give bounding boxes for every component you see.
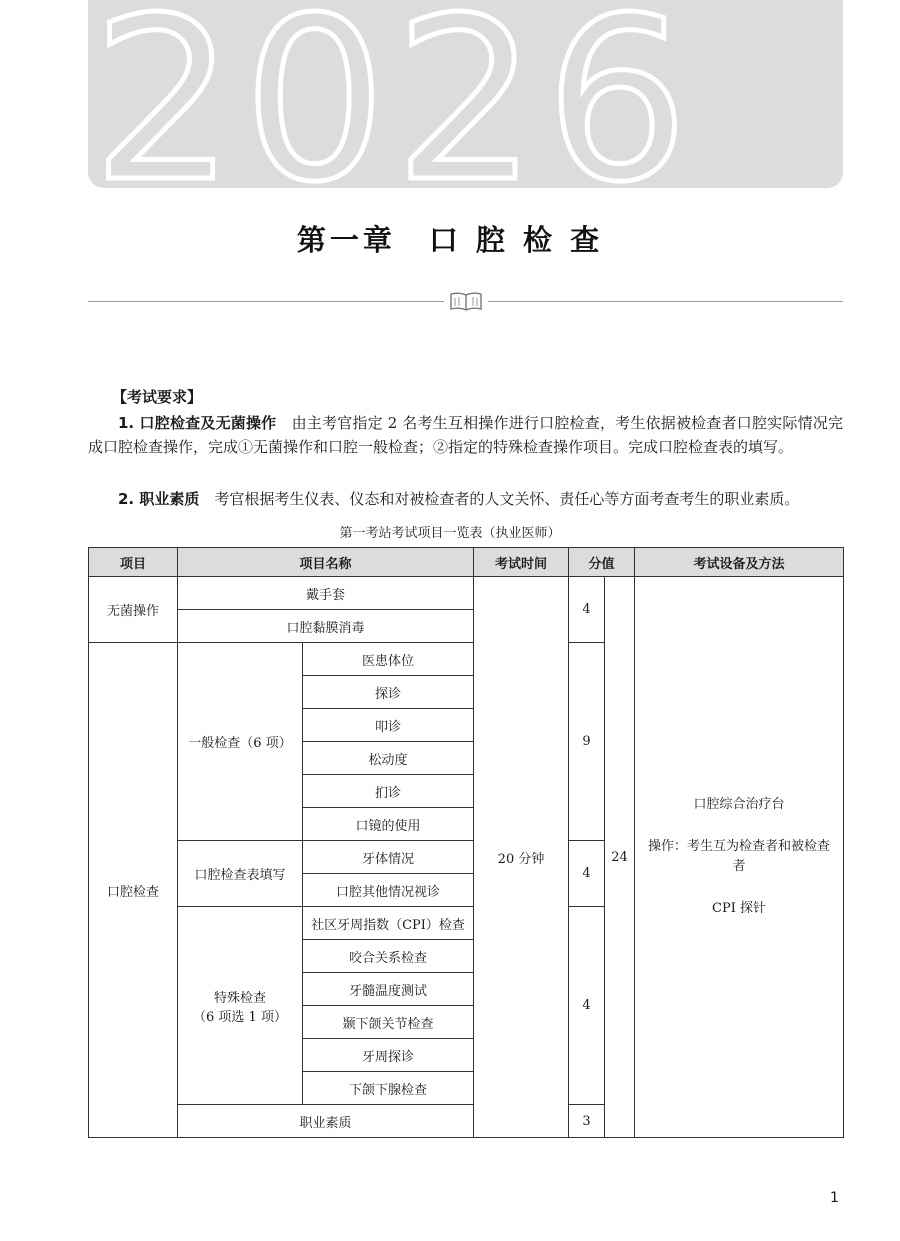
item-name: 颞下颌关节检查 <box>303 1006 474 1039</box>
equipment-line-3: CPI 探针 <box>712 901 767 916</box>
aseptic-category: 无菌操作 <box>89 577 178 643</box>
item-name: 口腔其他情况视诊 <box>303 874 474 907</box>
item-name: 牙髓温度测试 <box>303 973 474 1006</box>
open-book-icon <box>449 290 483 312</box>
aseptic-score: 4 <box>569 577 605 643</box>
item-name: 医患体位 <box>303 643 474 676</box>
header-category: 项目 <box>89 548 178 577</box>
item-name: 戴手套 <box>178 577 474 610</box>
item-name: 牙周探诊 <box>303 1039 474 1072</box>
svg-text:2026: 2026 <box>92 0 697 188</box>
chart-fill-group: 口腔检查表填写 <box>178 841 303 907</box>
requirement-item-1 <box>88 411 843 459</box>
special-exam-note: （6 项选 1 项） <box>193 1009 287 1025</box>
special-exam-score: 4 <box>569 907 605 1105</box>
item-name: 社区牙周指数（CPI）检查 <box>303 907 474 940</box>
item-name: 咬合关系检查 <box>303 940 474 973</box>
exam-items-table <box>88 547 844 1138</box>
header-score: 分值 <box>569 548 635 577</box>
special-exam-label: 特殊检查 <box>213 990 266 1006</box>
table-header-row <box>89 548 844 577</box>
equipment-cell <box>635 577 844 1138</box>
requirement-item-2 <box>88 487 843 511</box>
general-exam-score: 9 <box>569 643 605 841</box>
item-name: 下颌下腺检查 <box>303 1072 474 1105</box>
item-name: 松动度 <box>303 742 474 775</box>
table-caption: 第一考站考试项目一览表（执业医师） <box>339 526 561 541</box>
chapter-title: 第一章 口 腔 检 查 <box>296 223 604 257</box>
header-time: 考试时间 <box>474 548 569 577</box>
exam-time: 20 分钟 <box>474 577 569 1138</box>
equipment-line-1: 口腔综合治疗台 <box>693 797 785 812</box>
requirement-item-2-text: 考官根据考生仪表、仪态和对被检查者的人文关怀、责任心等方面考查考生的职业素质。 <box>199 490 800 508</box>
divider-line-right <box>488 301 843 302</box>
requirement-item-2-lead: 2. 职业素质 <box>118 490 200 508</box>
item-name: 探诊 <box>303 676 474 709</box>
table-row <box>89 577 844 610</box>
oral-category: 口腔检查 <box>89 643 178 1138</box>
banner-year-watermark <box>88 0 843 188</box>
general-exam-group: 一般检查（6 项） <box>178 643 303 841</box>
item-name: 口镜的使用 <box>303 808 474 841</box>
page-number: 1 <box>830 1190 839 1206</box>
item-name: 牙体情况 <box>303 841 474 874</box>
requirement-item-1-lead: 1. 口腔检查及无菌操作 <box>118 414 277 432</box>
chart-fill-score: 4 <box>569 841 605 907</box>
equipment-line-2: 操作：考生互为检查者和被检查者 <box>648 839 831 874</box>
special-exam-group <box>178 907 303 1105</box>
total-score: 24 <box>605 577 635 1138</box>
header-name: 项目名称 <box>178 548 474 577</box>
professional-quality-item: 职业素质 <box>178 1105 474 1138</box>
professional-quality-score: 3 <box>569 1105 605 1138</box>
item-name: 口腔黏膜消毒 <box>178 610 474 643</box>
requirement-item-1-text: 由主考官指定 2 名考生互相操作进行口腔检查，考生依据被检查者口腔实际情况完成口腔检查操作，完成①无菌操作和口腔一般检查；②指定的特殊检查操作项目。完成口腔检查表的填写。 <box>88 414 843 456</box>
chapter-banner <box>88 0 843 188</box>
header-equipment: 考试设备及方法 <box>635 548 844 577</box>
item-name: 叩诊 <box>303 709 474 742</box>
item-name: 扪诊 <box>303 775 474 808</box>
section-heading: 【考试要求】 <box>112 388 203 406</box>
divider-line-left <box>88 301 444 302</box>
